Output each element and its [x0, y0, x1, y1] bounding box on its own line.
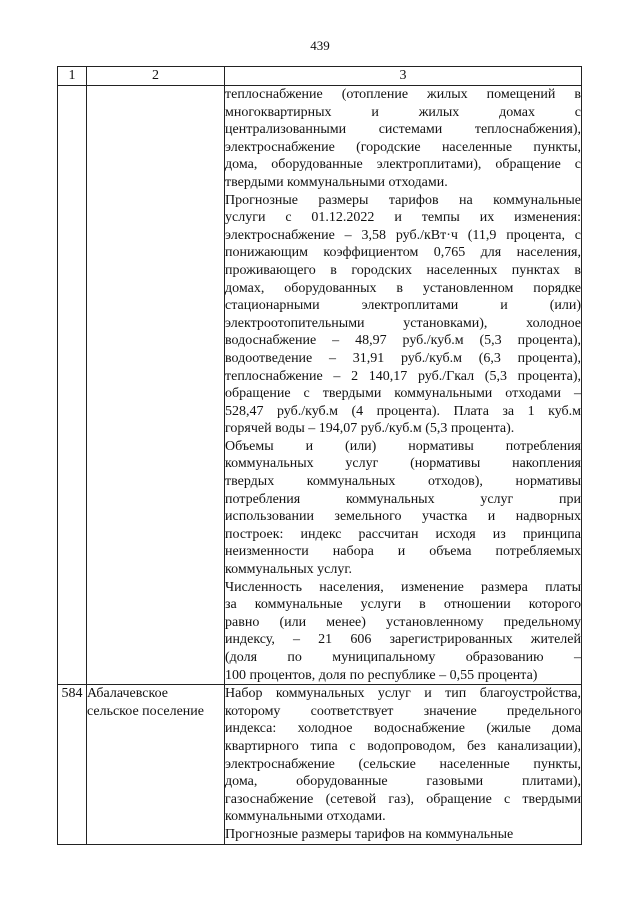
text-line: использовании земельного участка и надворных [225, 509, 581, 525]
text-line: электроснабжение (сельские населенные пункты, [225, 756, 581, 772]
settlement-name-line: сельское поселение [87, 703, 204, 719]
text-line: электроснабжение (городские населенные пункты, [225, 139, 581, 155]
text-line: 100 процентов, доля по республике – 0,55 процента) [225, 667, 538, 683]
header-col-1: 1 [58, 67, 87, 86]
text-line: электроотопительными установками), холодное [225, 315, 581, 331]
text-line: электроснабжение – 3,58 руб./кВт·ч (11,9 процента, с [225, 227, 581, 243]
text-line: коммунальных услуг (нормативы накопления [225, 456, 581, 472]
settlement-name-line: Абалачевское [87, 686, 168, 702]
text-line: обращение с твердыми коммунальными отходами – [225, 386, 581, 402]
text-line: Набор коммунальных услуг и тип благоустройства, [225, 686, 581, 702]
table-row [58, 86, 582, 685]
text-line: коммунальных услуг. [225, 562, 353, 578]
text-line: построек: индекс рассчитан исходя из принципа [225, 526, 581, 542]
header-col-2: 2 [87, 67, 225, 86]
text-line: которому соответствует значение предельного [225, 703, 581, 719]
text-line: водоснабжение – 48,97 руб./куб.м (5,3 процента), [225, 333, 581, 349]
text-line: Численность населения, изменение размера платы [225, 579, 581, 595]
text-line: горячей воды – 194,07 руб./куб.м (5,3 процента). [225, 421, 515, 437]
text-line: Прогнозные размеры тарифов на коммунальные [225, 192, 581, 208]
page-number: 439 [310, 38, 330, 53]
settlement-name [87, 86, 225, 685]
table-row [58, 685, 582, 844]
text-line: равно (или менее) установленному предельному [225, 614, 581, 630]
text-line: квартирного типа с водопроводом, без канализации), [225, 738, 581, 754]
text-line: коммунальными отходами. [225, 809, 386, 825]
text-line: услуги с 01.12.2022 и темпы их изменения: [225, 210, 581, 226]
table-header-row [58, 67, 582, 86]
text-line: 528,47 руб./куб.м (4 процента). Плата за 1 куб.м [225, 403, 581, 419]
text-line: Объемы и (или) нормативы потребления [225, 438, 581, 454]
row-description [225, 685, 582, 844]
settlement-name [87, 685, 225, 844]
text-line: проживающего в городских населенных пунктах в [225, 262, 581, 278]
text-line: индекса: холодное водоснабжение (жилые дома [225, 721, 581, 737]
header-col-3: 3 [225, 67, 582, 86]
row-number: 584 [58, 685, 87, 844]
text-line: твердых коммунальных отходов), нормативы [225, 474, 581, 490]
text-line: за коммунальные услуги в отношении которого [225, 597, 581, 613]
text-line: твердыми коммунальными отходами. [225, 174, 448, 190]
text-line: водоотведение – 31,91 руб./куб.м (6,3 процента), [225, 350, 581, 366]
text-line: многоквартирных и жилых домах с [225, 104, 581, 120]
text-line: неизменности набора и объема потребляемых [225, 544, 581, 560]
text-line: теплоснабжение – 2 140,17 руб./Гкал (5,3 процента), [225, 368, 581, 384]
row-description [225, 86, 582, 685]
row-number [58, 86, 87, 685]
text-line: Прогнозные размеры тарифов на коммунальные [225, 826, 514, 842]
text-line: газоснабжение (сетевой газ), обращение с твердыми [225, 791, 581, 807]
text-line: домах, оборудованных в установленном порядке [225, 280, 581, 296]
text-line: теплоснабжение (отопление жилых помещений в [225, 87, 581, 102]
tariff-table [57, 66, 582, 845]
text-line: индексу, – 21 606 зарегистрированных жителей [225, 632, 581, 648]
text-line: дома, оборудованные газовыми плитами), [225, 774, 581, 790]
text-line: стационарными электроплитами и (или) [225, 298, 581, 314]
text-line: (доля по муниципальному образованию – [225, 650, 581, 665]
text-line: централизованными системами теплоснабжения), [225, 122, 581, 138]
text-line: потребления коммунальных услуг при [225, 491, 581, 507]
text-line: дома, оборудованные электроплитами), обращение с [225, 157, 581, 173]
text-line: понижающим коэффициентом 0,765 для населения, [225, 245, 581, 261]
